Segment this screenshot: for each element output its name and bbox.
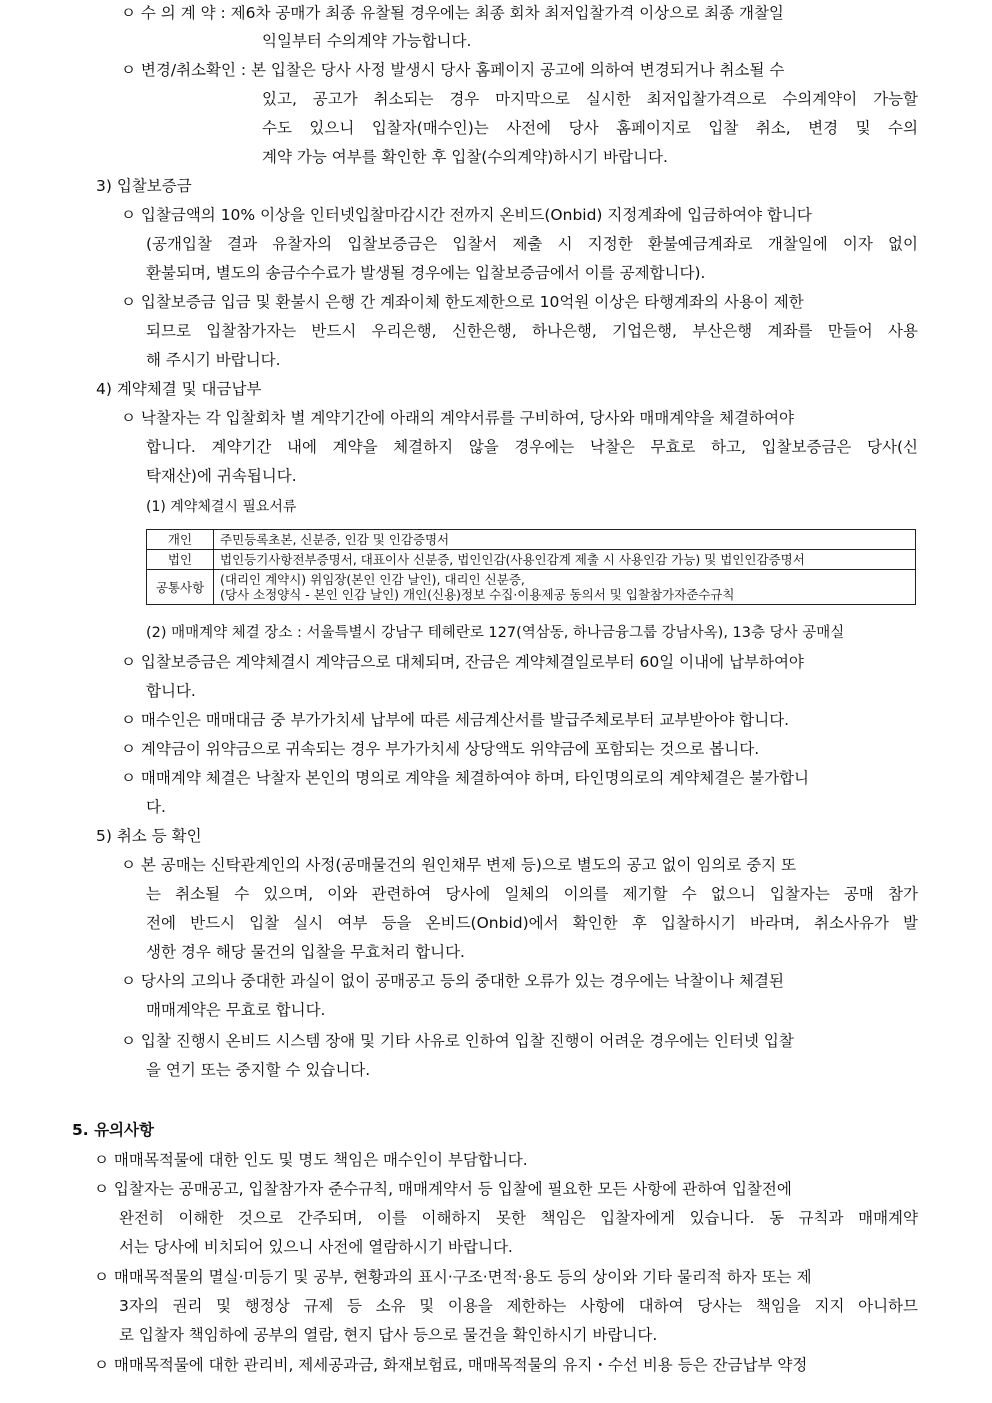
section-heading: 3) 입찰보증금 bbox=[96, 177, 192, 195]
text-line: 환불되며, 별도의 송금수수료가 발생될 경우에는 입찰보증금에서 이를 공제합니다). bbox=[146, 264, 706, 282]
text-line: 해 주시기 바랍니다. bbox=[146, 351, 281, 369]
text-line: ㅇ 당사의 고의나 중대한 과실이 없이 공매공고 등의 중대한 오류가 있는 경우에는 낙찰이나 체결된 bbox=[121, 972, 784, 990]
text-line: 합니다. 계약기간 내에 계약을 체결하지 않을 경우에는 낙찰은 무효로 하고, 입찰보증금은 당사(신 bbox=[146, 438, 918, 456]
row-header: 개인 bbox=[147, 530, 214, 550]
section-heading: 4) 계약체결 및 대금납부 bbox=[96, 380, 262, 398]
text-line: 되므로 입찰참가자는 반드시 우리은행, 신한은행, 하나은행, 기업은행, 부산은행 계좌를 만들어 사용 bbox=[146, 322, 918, 340]
table-row bbox=[147, 550, 916, 570]
row-header: 법인 bbox=[147, 550, 214, 570]
row-cell bbox=[214, 570, 916, 605]
subheading: (1) 계약체결시 필요서류 bbox=[146, 499, 297, 515]
text-line: 3자의 권리 및 행정상 규제 등 소유 및 이용을 제한하는 사항에 대하여 당사는 책임을 지지 아니하므 bbox=[119, 1297, 918, 1315]
text-line: ㅇ 매수인은 매매대금 중 부가가치세 납부에 따른 세금계산서를 발급주체로부터 교부받아야 합니다. bbox=[121, 711, 790, 729]
text-line: 다. bbox=[146, 798, 166, 816]
text-line: 익일부터 수의계약 가능합니다. bbox=[262, 32, 472, 50]
section-title: 5. 유의사항 bbox=[72, 1121, 154, 1139]
text-line: ㅇ 본 공매는 신탁관계인의 사정(공매물건의 원인채무 변제 등)으로 별도의 공고 없이 임의로 중지 또 bbox=[121, 856, 797, 874]
text-line: ㅇ 변경/취소확인 : 본 입찰은 당사 사정 발생시 당사 홈페이지 공고에 의하여 변경되거나 취소될 수 bbox=[121, 61, 785, 79]
cell-line: (대리인 계약시) 위임장(본인 인감 날인), 대리인 신분증, bbox=[220, 572, 525, 587]
text-line: ㅇ 입찰보증금 입금 및 환불시 은행 간 계좌이체 한도제한으로 10억원 이상은 타행계좌의 사용이 제한 bbox=[121, 293, 804, 311]
text-line: ㅇ 수 의 계 약 : 제6차 공매가 최종 유찰될 경우에는 최종 회차 최저입찰가격 이상으로 최종 개찰일 bbox=[121, 4, 784, 22]
text-line: 있고, 공고가 취소되는 경우 마지막으로 실시한 최저입찰가격으로 수의계약이 가능할 bbox=[262, 90, 918, 108]
text-line: 계약 가능 여부를 확인한 후 입찰(수의계약)하시기 바랍니다. bbox=[262, 148, 668, 166]
text-line: (2) 매매계약 체결 장소 : 서울특별시 강남구 테헤란로 127(역삼동, 하나금융그룹 강남사옥), 13층 당사 공매실 bbox=[146, 625, 845, 641]
text-line: 로 입찰자 책임하에 공부의 열람, 현지 답사 등으로 물건을 확인하시기 바랍니다. bbox=[119, 1326, 658, 1344]
text-line: ㅇ 입찰 진행시 온비드 시스템 장애 및 기타 사유로 인하여 입찰 진행이 어려운 경우에는 인터넷 입찰 bbox=[121, 1032, 794, 1050]
text-line: 전에 반드시 입찰 실시 여부 등을 온비드(Onbid)에서 확인한 후 입찰하시기 바라며, 취소사유가 발 bbox=[146, 914, 918, 932]
row-cell: 주민등록초본, 신분증, 인감 및 인감증명서 bbox=[214, 530, 916, 550]
table-row bbox=[147, 530, 916, 550]
text-line: ㅇ 매매목적물에 대한 인도 및 명도 책임은 매수인이 부담합니다. bbox=[94, 1151, 528, 1169]
row-header: 공통사항 bbox=[147, 570, 214, 605]
text-line: ㅇ 입찰보증금은 계약체결시 계약금으로 대체되며, 잔금은 계약체결일로부터 60일 이내에 납부하여야 bbox=[121, 653, 804, 671]
text-line: 생한 경우 해당 물건의 입찰을 무효처리 합니다. bbox=[146, 943, 465, 961]
text-line: ㅇ 입찰금액의 10% 이상을 인터넷입찰마감시간 전까지 온비드(Onbid) 지정계좌에 입금하여야 합니다 bbox=[121, 206, 812, 224]
text-line: ㅇ 매매목적물에 대한 관리비, 제세공과금, 화재보험료, 매매목적물의 유지・수선 비용 등은 잔금납부 약정 bbox=[94, 1356, 808, 1374]
row-cell: 법인등기사항전부증명서, 대표이사 신분증, 법인인감(사용인감계 제출 시 사용인감 가능) 및 법인인감증명서 bbox=[214, 550, 916, 570]
text-line: 합니다. bbox=[146, 682, 196, 700]
text-line: (공개입찰 결과 유찰자의 입찰보증금은 입찰서 제출 시 지정한 환불예금계좌로 개찰일에 이자 없이 bbox=[146, 235, 918, 253]
text-line: 탁재산)에 귀속됩니다. bbox=[146, 467, 297, 485]
text-line: 서는 당사에 비치되어 있으니 사전에 열람하시기 바랍니다. bbox=[119, 1238, 513, 1256]
text-line: ㅇ 매매계약 체결은 낙찰자 본인의 명의로 계약을 체결하여야 하며, 타인명의로의 계약체결은 불가합니 bbox=[121, 769, 809, 787]
cell-line: (당사 소정양식 - 본인 인감 날인) 개인(신용)정보 수집·이용제공 동의서 및 입찰참가자준수규칙 bbox=[220, 587, 735, 602]
required-documents-table bbox=[146, 529, 916, 605]
table-row bbox=[147, 570, 916, 605]
text-line: ㅇ 입찰자는 공매공고, 입찰참가자 준수규칙, 매매계약서 등 입찰에 필요한 모든 사항에 관하여 입찰전에 bbox=[94, 1180, 792, 1198]
text-line: 수도 있으니 입찰자(매수인)는 사전에 당사 홈페이지로 입찰 취소, 변경 및 수의 bbox=[262, 119, 918, 137]
text-line: 매매계약은 무효로 합니다. bbox=[146, 1001, 326, 1019]
text-line: 는 취소될 수 있으며, 이와 관련하여 당사에 일체의 이의를 제기할 수 없으니 입찰자는 공매 참가 bbox=[146, 885, 918, 903]
text-line: 을 연기 또는 중지할 수 있습니다. bbox=[146, 1061, 371, 1079]
text-line: ㅇ 낙찰자는 각 입찰회차 별 계약기간에 아래의 계약서류를 구비하여, 당사와 매매계약을 체결하여야 bbox=[121, 409, 795, 427]
text-line: ㅇ 매매목적물의 멸실·미등기 및 공부, 현황과의 표시·구조·면적·용도 등의 상이와 기타 물리적 하자 또는 제 bbox=[94, 1268, 812, 1286]
section-heading: 5) 취소 등 확인 bbox=[96, 827, 202, 845]
text-line: ㅇ 계약금이 위약금으로 귀속되는 경우 부가가치세 상당액도 위약금에 포함되는 것으로 봅니다. bbox=[121, 740, 760, 758]
text-line: 완전히 이해한 것으로 간주되며, 이를 이해하지 못한 책임은 입찰자에게 있습니다. 동 규칙과 매매계약 bbox=[119, 1209, 918, 1227]
